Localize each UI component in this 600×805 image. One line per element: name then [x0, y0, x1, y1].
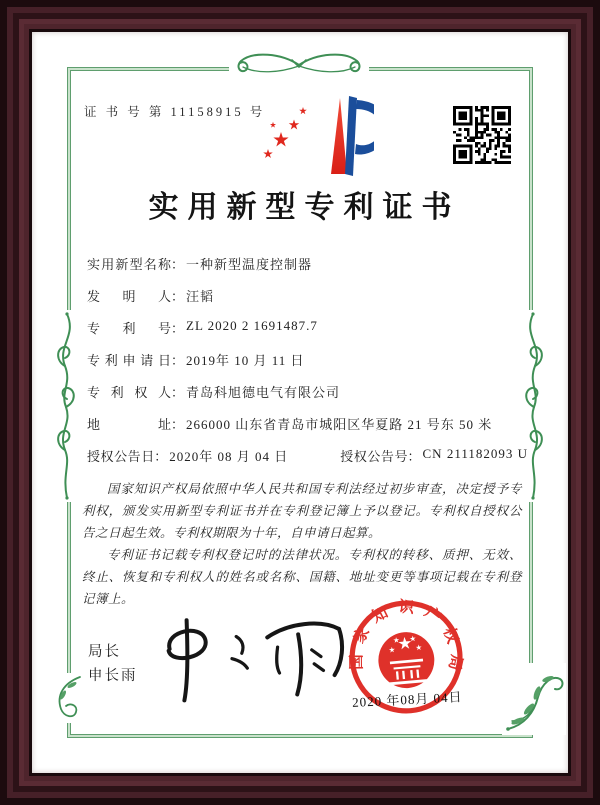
field-label: 授权公告日 [87, 449, 155, 464]
field-label: 专利号 [87, 321, 171, 336]
qr-code-container [453, 106, 511, 164]
field-row-grant [87, 446, 528, 478]
legal-paragraph-1: 国家知识产权局依照中华人民共和国专利法经过初步审查，决定授予专利权，颁发实用新型专利证书并在专利登记簿上予以登记。专利权自授权公告之日起生效。专利权期限为十年，自申请日起算。 [82, 482, 522, 540]
field-row-name [87, 254, 528, 286]
bottom-left-ornament [48, 673, 86, 723]
field-row-patent-no [87, 318, 528, 350]
field-colon: ： [407, 449, 421, 464]
field-value-patent-no: ZL 2020 2 1691487.7 [186, 318, 318, 333]
field-label: 地址 [87, 417, 171, 432]
field-value-grant-no: CN 211182093 U [422, 446, 528, 461]
director-signature [136, 604, 366, 714]
field-colon: ： [171, 321, 185, 336]
field-colon: ： [171, 289, 185, 304]
field-row-address [87, 414, 528, 446]
field-row-inventor [87, 286, 528, 318]
seal-arc-text: 国家知识产权局 [348, 598, 465, 681]
legal-text-block [82, 478, 522, 610]
field-value-patentee: 青岛科旭德电气有限公司 [186, 385, 341, 400]
director-name: 申长雨 [88, 668, 138, 684]
certificate-number: 证 书 号 第 11158915 号 [84, 105, 266, 119]
field-colon: ： [171, 417, 185, 432]
field-colon: ： [171, 385, 185, 400]
field-value-address: 266000 山东省青岛市城阳区华夏路 21 号东 50 米 [186, 417, 493, 432]
field-label: 专利权人 [87, 385, 171, 400]
field-label: 专利申请日 [87, 353, 171, 368]
field-value-grant-date: 2020年 08 月 04 日 [169, 449, 289, 464]
field-value-inventor: 汪韬 [186, 289, 215, 304]
field-label: 实用新型名称 [87, 257, 171, 272]
certificate-title: 实用新型专利证书 [148, 191, 461, 224]
field-row-patentee [87, 382, 528, 414]
fields-block [87, 254, 528, 478]
left-flourish-ornament [52, 310, 82, 502]
seal-date: 2020 年08月 04日 [351, 689, 463, 710]
field-colon: ： [171, 257, 185, 272]
field-row-filing-date [87, 350, 528, 382]
bottom-right-ornament [502, 663, 566, 735]
field-label: 授权公告号 [340, 449, 408, 464]
top-scroll-ornament [229, 48, 369, 82]
field-value-filing-date: 2019年 10 月 11 日 [186, 353, 305, 368]
legal-paragraph-2: 专利证书记载专利权登记时的法律状况。专利权的转移、质押、无效、终止、恢复和专利权人的姓名或名称、国籍、地址变更等事项记载在专利登记簿上。 [82, 548, 522, 606]
qr-code [453, 106, 511, 164]
cnipa-patent-logo-icon [254, 92, 374, 180]
director-block [88, 640, 138, 688]
director-title: 局长 [88, 644, 121, 660]
field-label: 发明人 [87, 289, 171, 304]
field-colon: ： [154, 449, 168, 464]
field-colon: ： [171, 353, 185, 368]
certificate-paper [32, 32, 568, 773]
field-value-utility-name: 一种新型温度控制器 [186, 257, 313, 272]
